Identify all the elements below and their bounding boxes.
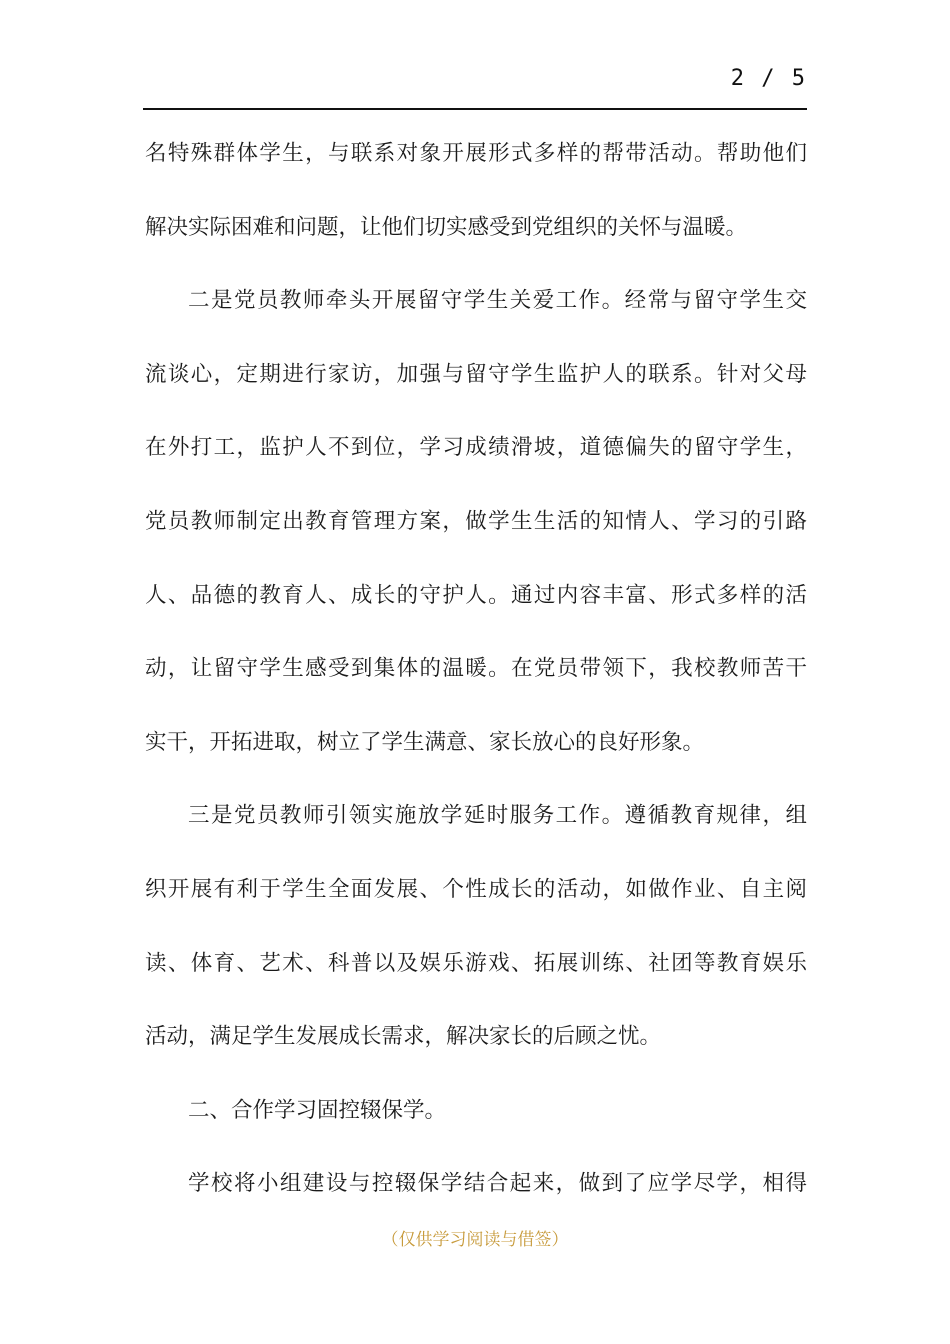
text-line: 活动，满足学生发展成长需求，解决家长的后顾之忧。 (145, 1024, 662, 1050)
text-line: 人、品德的教育人、成长的守护人。通过内容丰富、形式多样的活 (145, 582, 807, 608)
document-body (145, 128, 807, 1232)
text-line: 名特殊群体学生，与联系对象开展形式多样的帮带活动。帮助他们 (145, 141, 807, 166)
text-line: 学校将小组建设与控辍保学结合起来，做到了应学尽学，相得 (188, 1171, 807, 1197)
text-line: 在外打工，监护人不到位，学习成绩滑坡，道德偏失的留守学生， (145, 435, 807, 461)
text-line: 读、体育、艺术、科普以及娱乐游戏、拓展训练、社团等教育娱乐 (145, 950, 807, 976)
footer-note: （仅供学习阅读与借签） (381, 1230, 569, 1250)
text-line: 三是党员教师引领实施放学延时服务工作。遵循教育规律，组 (188, 803, 807, 829)
header-divider (143, 108, 807, 110)
page-number: 2 / 5 (730, 66, 807, 91)
text-line: 解决实际困难和问题，让他们切实感受到党组织的关怀与温暖。 (145, 214, 748, 240)
text-line: 织开展有利于学生全面发展、个性成长的活动，如做作业、自主阅 (145, 876, 807, 902)
text-line: 实干，开拓进取，树立了学生满意、家长放心的良好形象。 (145, 729, 705, 755)
section-heading: 二、合作学习固控辍保学。 (188, 1097, 447, 1123)
text-line: 二是党员教师牵头开展留守学生关爱工作。经常与留守学生交 (188, 288, 807, 314)
text-line: 动，让留守学生感受到集体的温暖。在党员带领下，我校教师苦干 (145, 656, 807, 682)
text-line: 党员教师制定出教育管理方案，做学生生活的知情人、学习的引路 (145, 508, 807, 534)
text-line: 流谈心，定期进行家访，加强与留守学生监护人的联系。针对父母 (145, 361, 807, 387)
